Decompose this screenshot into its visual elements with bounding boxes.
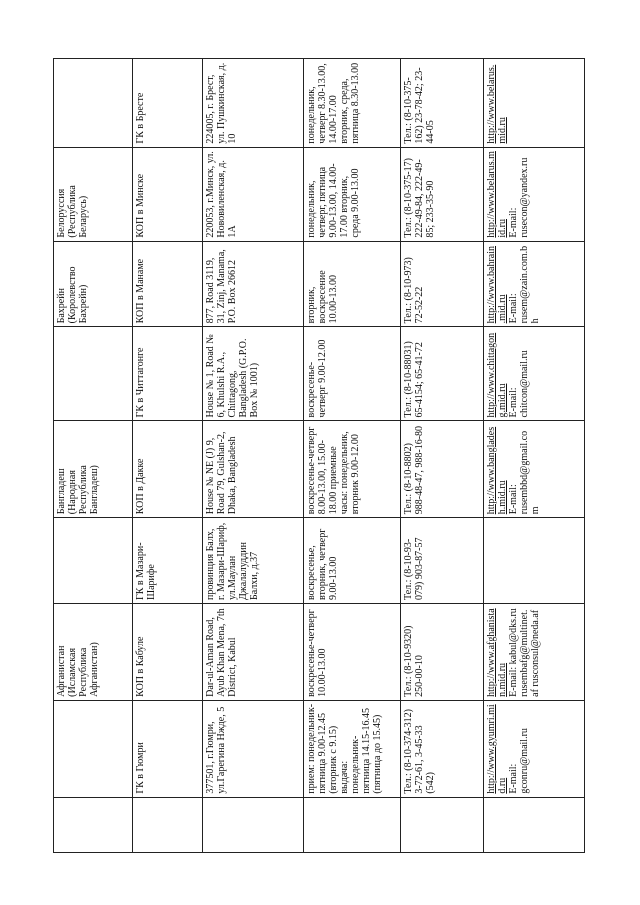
address-cell: House № 1, Road № 6, Khulshi R.A., Chittagong, Bangladesh (G.P.O. Box № 1001) [203,327,304,421]
hours-cell: воскресенье-четверг 8.00-13.00, 15.00-18.00 приемные часы: понедельник, вторник 9.00-12.00 [304,421,401,518]
contacts-cell [484,700,585,797]
email-text[interactable]: E-mail: rusembbd@gmail.com [508,430,542,515]
phone-cell: Тел.: (8-10-374-312) 3-72-61, 3-45-33 (542) [400,700,483,797]
hours-cell: вторник, воскресение 10.00-13.00 [304,241,401,327]
hours-cell: понедельник, четверг 8.30-13.00, 14.00-17.00 вторник, среда, пятница 8.30-13.00 [304,59,401,148]
contacts-cell [484,518,585,604]
website-link[interactable]: http://www.bangladesh.mid.ru [486,426,509,515]
contacts-cell [484,327,585,421]
address-cell: Dar-ul-Aman Road, Ayub Khan Mena, 7th District, Kabul [203,604,304,701]
table-cell-empty [54,797,133,852]
country-cell: Бангладеш (Народная Республика Бангладеш) [54,421,133,518]
mission-cell: КОП в Дакке [132,421,202,518]
table-row-country [54,59,133,853]
table-cell-empty [132,797,202,852]
table-row-contacts [484,59,585,853]
website-link[interactable]: http://www.belarus.mid.ru [486,151,509,238]
phone-cell: Тел.: (8-10-93-079) 903-87-57 [400,518,483,604]
mission-cell: ГК в Бресте [132,59,202,148]
address-cell: 377501, г.Гюмри, ул.Гарегина Нжде, 5 [203,700,304,797]
contacts-cell [484,604,585,701]
table-cell-empty [304,797,401,852]
hours-cell: прием: понедельник-пятница 9.00-12.45 (вторник с 9.15) выдача: понедельник-пятница 14.15-16.45 (пятница до 15.45) [304,700,401,797]
email-text[interactable]: E-mail: chitcon@mail.ru [508,350,531,418]
table-row-mission [132,59,202,853]
mission-cell: ГК в Мазари-Шарифе [132,518,202,604]
website-link[interactable]: http://www.belarus.mid.ru [486,64,509,144]
phone-cell: Тел.: (8-10-88031) 65-4154; 65-41-72 [400,327,483,421]
email-text[interactable]: E-mail: gconru@mail.ru [508,728,531,794]
table-cell-empty [400,797,483,852]
table-cell-empty [484,797,585,852]
website-link[interactable]: http://www.bahrain.mid.ru [486,245,509,324]
contacts-cell [484,421,585,518]
email-text[interactable]: E-mail: kabul@dks.ru rusembafg@multinet.af rusconsul@neda.af [508,608,542,697]
address-cell: 877, Road 3119, 31, Zinj, Manama, P.O. Box 26612 [203,241,304,327]
mission-cell: ГК в Гюмри [132,700,202,797]
email-text[interactable]: E-mail: rusecon@yandex.ru [508,157,531,238]
country-cell: Белоруссия (Республика Беларусь) [54,147,133,241]
website-link[interactable]: http://www.gyumri.mid.ru [486,704,509,794]
table-row-phone [400,59,483,853]
hours-cell: воскресенье-четверг 10.00-13.00 [304,604,401,701]
mission-cell: КОП в Минске [132,147,202,241]
table-row-hours [304,59,401,853]
website-link[interactable]: http://www.chittagong.mid.ru [486,332,509,418]
table-row-address [203,59,304,853]
country-cell [54,700,133,797]
address-cell: провинция Балх, г. Мазари-Шариф, ул.Маулан Джалалуддин Балхи, д.37 [203,518,304,604]
address-cell: 220053, г.Минск, ул. Нововиленская, д. 1А [203,147,304,241]
hours-cell: воскресенье, вторник, четверг 9.00-13.00 [304,518,401,604]
rotated-table-wrapper [53,58,585,853]
website-link[interactable]: http://www.afghanistan.mid.ru [486,608,509,697]
country-cell [54,518,133,604]
phone-cell: Тел.: (8-10-8802) 988-48-47, 988-16-80 [400,421,483,518]
country-cell [54,59,133,148]
contacts-cell [484,147,585,241]
address-cell: House № NE (J) 9, Road 79, Gulshan-2, Dhaka, Bangladesh [203,421,304,518]
phone-cell: Тел.: (8-10-375-162) 23-78-42; 23-44-05 [400,59,483,148]
phone-cell: Тел.: (8-10-375-17) 222-49-84, 222-49-85; 233-35-90 [400,147,483,241]
country-cell [54,327,133,421]
contacts-cell [484,59,585,148]
mission-cell: КОП в Кабуле [132,604,202,701]
phone-cell: Тел.: (8-10-973) 72-52-22 [400,241,483,327]
consulates-table [53,58,585,853]
contacts-cell [484,241,585,327]
email-text[interactable]: E-mail: rusem@zain.com.bh [508,245,542,324]
phone-cell: Тел.: (8-10-9320) 250-00-10 [400,604,483,701]
hours-cell: понедельник, четверг, пятница 9.00-13.00, 14.00-17.00 вторник, среда 9.00-13.00 [304,147,401,241]
mission-cell: КОП в Манаме [132,241,202,327]
hours-cell: воскресенье-четверг 9.00-12.00 [304,327,401,421]
country-cell: Бахрейн (Королевство Бахрейн) [54,241,133,327]
address-cell: 224005, г. Брест, ул. Пушкинская, д. 10 [203,59,304,148]
country-cell: Афганистан (Исламская Республика Афганистан) [54,604,133,701]
mission-cell: ГК в Читтагонге [132,327,202,421]
table-cell-empty [203,797,304,852]
